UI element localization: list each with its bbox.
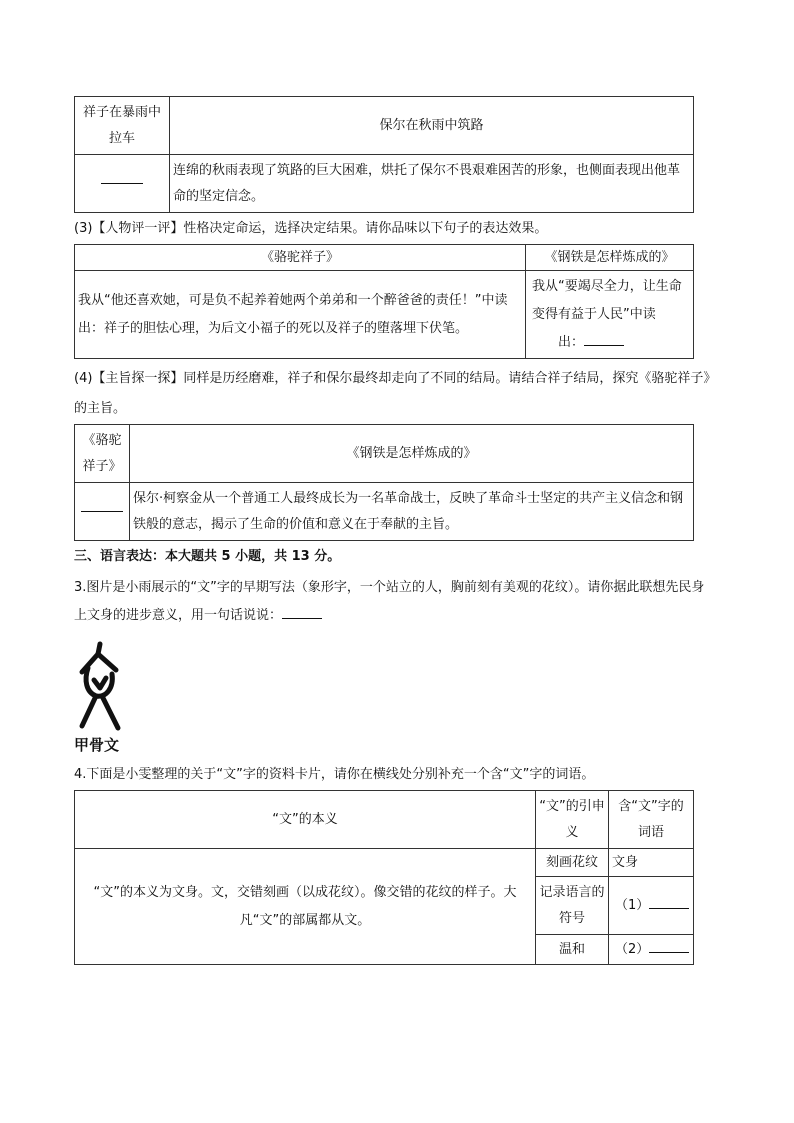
answer-blank-cell[interactable] bbox=[75, 155, 170, 213]
item3-text bbox=[74, 574, 714, 630]
table-theme-explore bbox=[74, 424, 694, 541]
table1-right-header: 保尔在秋雨中筑路 bbox=[170, 97, 694, 155]
word-cell: 文身 bbox=[609, 849, 694, 877]
answer-blank[interactable] bbox=[649, 938, 689, 953]
answer-blank[interactable] bbox=[584, 331, 624, 346]
answer-blank[interactable] bbox=[81, 511, 123, 512]
item4-text: 4.下面是小雯整理的关于“文”字的资料卡片，请你在横线处分别补充一个含“文”字的词语。 bbox=[74, 767, 595, 782]
answer-blank[interactable] bbox=[649, 894, 689, 909]
word-cell[interactable] bbox=[609, 877, 694, 935]
q3-prompt: (3)【人物评一评】性格决定命运，选择决定结果。请你品味以下句子的表达效果。 bbox=[74, 221, 548, 236]
meaning-cell: “文”的本义为文身。文，交错刻画（以成花纹）。像交错的花纹的样子。大凡“文”的部属都从文。 bbox=[75, 849, 536, 965]
q3-right-body bbox=[526, 271, 694, 359]
q3-right-header: 《钢铁是怎样炼成的》 bbox=[526, 245, 694, 271]
q4-left-header: 《骆驼祥子》 bbox=[75, 425, 130, 483]
word-label: （2） bbox=[615, 941, 650, 957]
col-header-meaning: “文”的本义 bbox=[75, 791, 536, 849]
col-header-words: 含“文”字的词语 bbox=[609, 791, 694, 849]
q3-left-body: 我从“他还喜欢她，可是负不起养着她两个弟弟和一个醉爸爸的责任！”中读出：祥子的胆怯心理，为后文小福子的死以及祥子的堕落埋下伏笔。 bbox=[75, 271, 526, 359]
word-cell[interactable] bbox=[609, 935, 694, 965]
q3-right-body-tail: 出： bbox=[558, 334, 585, 350]
q3-left-header: 《骆驼祥子》 bbox=[75, 245, 526, 271]
col-header-extended: “文”的引申义 bbox=[536, 791, 609, 849]
table1-left-header: 祥子在暴雨中拉车 bbox=[75, 97, 170, 155]
section-heading: 三、语言表达：本大题共 5 小题，共 13 分。 bbox=[74, 549, 341, 564]
q4-right-body: 保尔·柯察金从一个普通工人最终成长为一名革命战士，反映了革命斗士坚定的共产主义信念和钢铁般的意志，揭示了生命的价值和意义在于奉献的主旨。 bbox=[130, 483, 694, 541]
table1-right-body: 连绵的秋雨表现了筑路的巨大困难，烘托了保尔不畏艰难困苦的形象，也侧面表现出他革命的坚定信念。 bbox=[170, 155, 694, 213]
q3-right-body-text: 我从“要竭尽全力，让生命变得有益于人民”中读 bbox=[532, 278, 682, 322]
sense-cell: 温和 bbox=[536, 935, 609, 965]
word-label: （1） bbox=[615, 897, 650, 913]
sense-cell: 记录语言的符号 bbox=[536, 877, 609, 935]
item3-text-body: 3.图片是小雨展示的“文”字的早期写法（象形字，一个站立的人，胸前刻有美观的花纹）。请你据此联想先民身上文身的进步意义，用一句话说说： bbox=[74, 580, 705, 623]
sense-cell: 刻画花纹 bbox=[536, 849, 609, 877]
oracle-caption: 甲骨文 bbox=[74, 736, 120, 754]
q4-prompt: (4)【主旨探一探】同样是历经磨难，祥子和保尔最终却走向了不同的结局。请结合祥子结局，探究《骆驼祥子》的主旨。 bbox=[74, 371, 710, 416]
oracle-bone-wen-glyph-icon bbox=[76, 640, 124, 732]
answer-blank[interactable] bbox=[282, 604, 322, 619]
answer-blank-cell[interactable] bbox=[75, 483, 130, 541]
answer-blank[interactable] bbox=[101, 183, 143, 184]
table-xiangzi-paul-rain bbox=[74, 96, 694, 213]
q4-right-header: 《钢铁是怎样炼成的》 bbox=[130, 425, 694, 483]
table-wen-card bbox=[74, 790, 694, 965]
table-character-review bbox=[74, 244, 694, 359]
